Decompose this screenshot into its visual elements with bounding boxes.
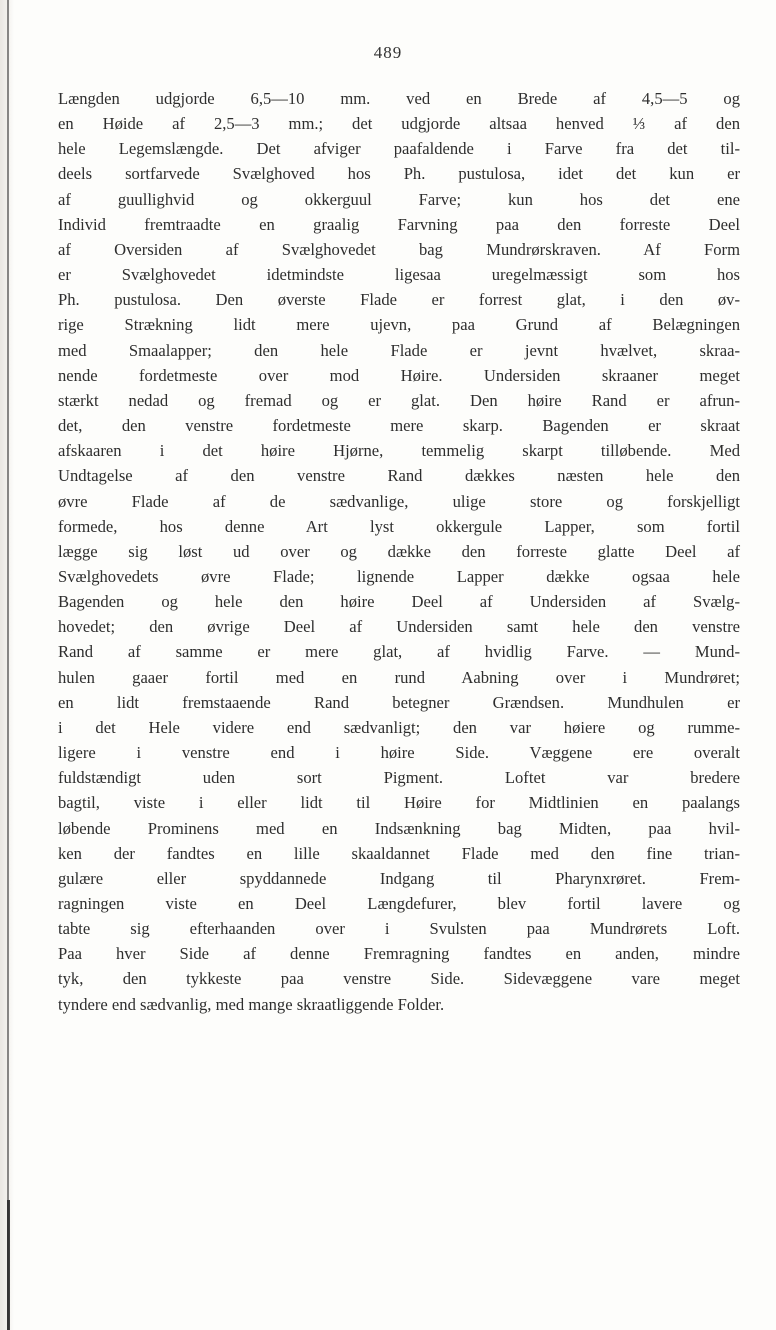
text-line: ken der fandtes en lille skaaldannet Flade med den fine trian- bbox=[58, 843, 740, 863]
text-line: hovedet; den øvrige Deel af Undersiden samt hele den venstre bbox=[58, 617, 740, 637]
binding-shadow-line-lower bbox=[7, 1200, 10, 1330]
page-number: 489 bbox=[373, 43, 403, 62]
text-line: gulære eller spyddannede Indgang til Pharynxrøret. Frem- bbox=[58, 868, 740, 888]
text-line: ragningen viste en Deel Længdefurer, blev fortil lavere og bbox=[58, 894, 740, 913]
text-line: afskaaren i det høire Hjørne, temmelig skarpt tilløbende. Med bbox=[58, 441, 740, 461]
text-line: fuldstændigt uden sort Pigment. Loftet var bredere bbox=[58, 768, 740, 788]
binding-shadow-line bbox=[7, 0, 9, 1330]
text-line: nende fordetmeste over mod Høire. Undersiden skraaner meget bbox=[58, 365, 740, 385]
text-line: af Oversiden af Svælghovedet bag Mundrørskraven. Af Form bbox=[58, 239, 740, 259]
text-line: hele Legemslængde. Det afviger paafaldende i Farve fra det til- bbox=[58, 139, 740, 159]
body-text bbox=[58, 86, 740, 1017]
text-line: bagtil, viste i eller lidt til Høire for Midtlinien en paalangs bbox=[58, 793, 740, 813]
text-line: af guullighvid og okkerguul Farve; kun hos det ene bbox=[58, 189, 740, 209]
text-line: med Smaalapper; den hele Flade er jevnt hvælvet, skraa- bbox=[58, 340, 740, 360]
text-line: Bagenden og hele den høire Deel af Undersiden af Svælg- bbox=[58, 592, 740, 612]
text-line: rige Strækning lidt mere ujevn, paa Grund af Belægningen bbox=[58, 315, 740, 335]
text-line: Længden udgjorde 6,5—10 mm. ved en Brede af 4,5—5 og bbox=[58, 89, 740, 108]
text-line: øvre Flade af de sædvanlige, ulige store og forskjelligt bbox=[58, 491, 740, 511]
text-line: Undtagelse af den venstre Rand dækkes næsten hele den bbox=[58, 466, 740, 486]
text-line: løbende Prominens med en Indsænkning bag Midten, paa hvil- bbox=[58, 818, 740, 838]
text-line: tyk, den tykkeste paa venstre Side. Sidevæggene vare meget bbox=[58, 969, 740, 989]
text-line: hulen gaaer fortil med en rund Aabning over i Mundrøret; bbox=[58, 667, 740, 687]
text-line: Svælghovedets øvre Flade; lignende Lapper dække ogsaa hele bbox=[58, 566, 740, 586]
text-line: Individ fremtraadte en graalig Farvning paa den forreste Deel bbox=[58, 214, 740, 234]
text-line: Ph. pustulosa. Den øverste Flade er forrest glat, i den øv- bbox=[58, 290, 740, 310]
text-line: er Svælghovedet idetmindste ligesaa uregelmæssigt som hos bbox=[58, 265, 740, 285]
text-line: ligere i venstre end i høire Side. Væggene ere overalt bbox=[58, 743, 740, 763]
text-line: stærkt nedad og fremad og er glat. Den høire Rand er afrun- bbox=[58, 390, 740, 410]
text-line: formede, hos denne Art lyst okkergule Lapper, som fortil bbox=[58, 516, 740, 536]
text-line: lægge sig løst ud over og dække den forreste glatte Deel af bbox=[58, 541, 740, 561]
text-line: deels sortfarvede Svælghoved hos Ph. pustulosa, idet det kun er bbox=[58, 164, 740, 184]
text-line: tyndere end sædvanlig, med mange skraatliggende Folder. bbox=[58, 994, 445, 1014]
text-line: en lidt fremstaaende Rand betegner Grændsen. Mundhulen er bbox=[58, 692, 740, 712]
text-line: en Høide af 2,5—3 mm.; det udgjorde altsaa henved ⅓ af den bbox=[58, 114, 740, 134]
text-line: Paa hver Side af denne Fremragning fandtes en anden, mindre bbox=[58, 944, 740, 964]
text-line: Rand af samme er mere glat, af hvidlig Farve. — Mund- bbox=[58, 642, 740, 662]
text-line: i det Hele videre end sædvanligt; den var høiere og rumme- bbox=[58, 717, 740, 737]
text-line: tabte sig efterhaanden over i Svulsten paa Mundrørets Loft. bbox=[58, 919, 740, 939]
text-line: det, den venstre fordetmeste mere skarp. Bagenden er skraat bbox=[58, 416, 740, 436]
